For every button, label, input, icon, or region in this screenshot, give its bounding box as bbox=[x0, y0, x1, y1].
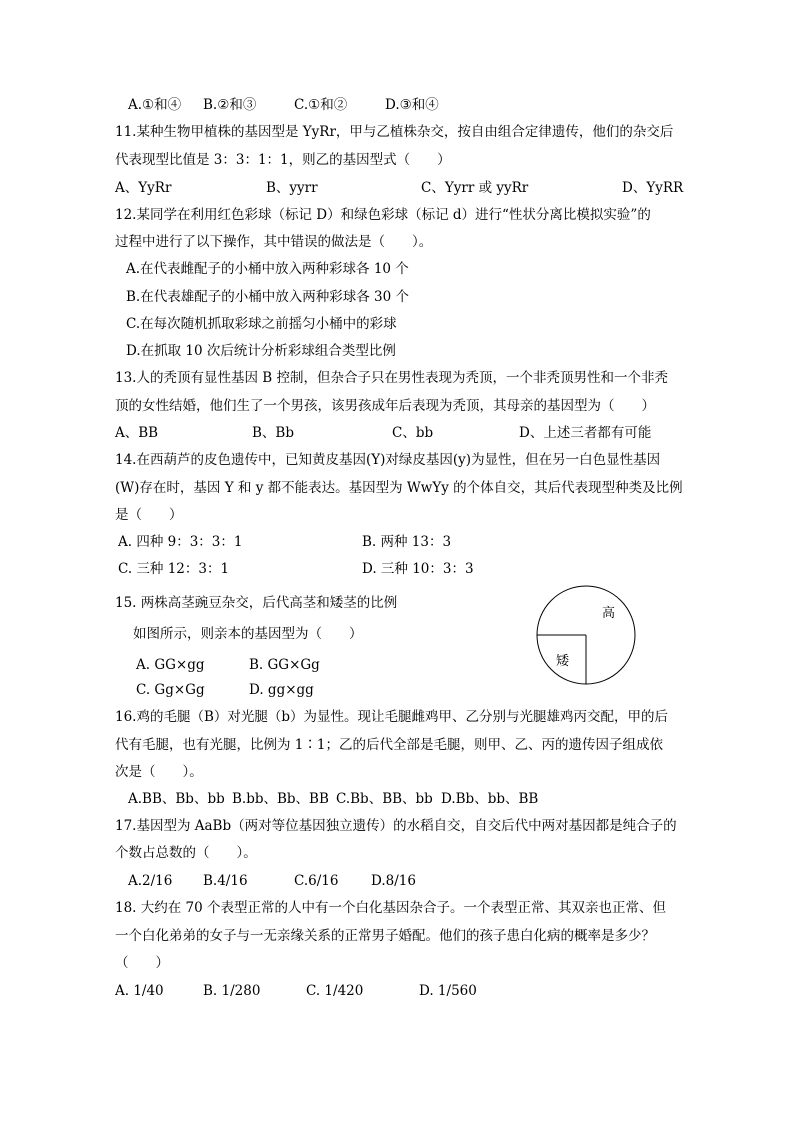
option-a: A、YyRr bbox=[115, 180, 172, 196]
q15-stem-line1: 15. 两株高茎豌豆杂交，后代高茎和矮茎的比例 bbox=[115, 595, 398, 611]
option-b: B. GG×Gg bbox=[249, 657, 320, 673]
option-c: C. Gg×Gg bbox=[136, 682, 205, 698]
option-a: A. 1/40 bbox=[115, 983, 164, 999]
option-a: A. GG×gg bbox=[136, 657, 205, 673]
q16-stem-line1: 16.鸡的毛腿（B）对光腿（b）为显性。现让毛腿雌鸡甲、乙分别与光腿雄鸡丙交配，甲的后 bbox=[115, 709, 669, 725]
option-a: A. 四种 9：3：3：1 bbox=[118, 534, 243, 550]
option-c: C、bb bbox=[392, 425, 434, 441]
option-b: B、yyrr bbox=[266, 180, 318, 196]
option-d: D、YyRR bbox=[622, 180, 684, 196]
q14-stem-line2: (W)存在时，基因 Y 和 y 都不能表达。基因型为 WwYy 的个体自交，其后代表现型种类及比例 bbox=[115, 480, 683, 496]
option-b: B.②和③ bbox=[203, 97, 257, 113]
option-a: A.①和④ bbox=[128, 97, 182, 113]
q14-stem-line3: 是（ ） bbox=[115, 507, 183, 523]
option-b: B.4/16 bbox=[203, 873, 248, 889]
q11-stem-line1: 11.某种生物甲植株的基因型是 YyRr，甲与乙植株杂交，按自由组合定律遗传，他们的杂交后 bbox=[115, 124, 674, 140]
option-a: A.2/16 bbox=[128, 873, 173, 889]
option-a: A.BB、Bb、bb bbox=[128, 791, 225, 807]
option-d: D.③和④ bbox=[385, 97, 439, 113]
q15-stem-line2: 如图所示，则亲本的基因型为（ ） bbox=[133, 626, 363, 642]
q18-stem-line1: 18. 大约在 70 个表型正常的人中有一个白化基因杂合子。一个表型正常、其双亲也正常、但 bbox=[115, 900, 667, 916]
option-b: B. 1/280 bbox=[203, 983, 261, 999]
option-d: D. 三种 10：3：3 bbox=[362, 561, 474, 577]
option-d: D. 1/560 bbox=[419, 983, 477, 999]
option-a: A、BB bbox=[115, 425, 159, 441]
option-d: D、上述三者都有可能 bbox=[519, 425, 652, 441]
option-d: D.Bb、bb、BB bbox=[441, 791, 539, 807]
q12-stem-line2: 过程中进行了以下操作，其中错误的做法是（ ）。 bbox=[115, 234, 433, 250]
q12-option-b: B.在代表雄配子的小桶中放入两种彩球各 30 个 bbox=[126, 289, 409, 305]
q12-option-c: C.在每次随机抓取彩球之前摇匀小桶中的彩球 bbox=[126, 316, 397, 332]
option-b: B. 两种 13：3 bbox=[362, 534, 452, 550]
option-d: D. gg×gg bbox=[249, 682, 314, 698]
option-b: B.bb、Bb、BB bbox=[232, 791, 329, 807]
option-c: C. 三种 12：3：1 bbox=[118, 561, 230, 577]
q16-stem-line2: 代有毛腿，也有光腿，比例为 1∶1；乙的后代全部是毛腿，则甲、乙、丙的遗传因子组成依 bbox=[115, 737, 663, 753]
option-b: B、Bb bbox=[252, 425, 294, 441]
q12-stem-line1: 12.某同学在利用红色彩球（标记 D）和绿色彩球（标记 d）进行“性状分离比模拟实验”的 bbox=[115, 207, 651, 223]
q11-stem-line2: 代表现型比值是 3：3：1：1，则乙的基因型式（ ） bbox=[115, 152, 451, 168]
q12-option-d: D.在抓取 10 次后统计分析彩球组合类型比例 bbox=[126, 343, 396, 359]
q13-stem-line1: 13.人的秃顶有显性基因 B 控制，但杂合子只在男性表现为秃顶，一个非秃顶男性和一个非秃 bbox=[115, 370, 668, 386]
option-c: C. 1/420 bbox=[306, 983, 364, 999]
q13-stem-line2: 顶的女性结婚，他们生了一个男孩，该男孩成年后表现为秃顶，其母亲的基因型为（ ） bbox=[115, 398, 655, 414]
pie-label-short: 矮 bbox=[556, 654, 570, 669]
q12-option-a: A.在代表雌配子的小桶中放入两种彩球各 10 个 bbox=[126, 261, 409, 277]
option-d: D.8/16 bbox=[371, 873, 416, 889]
q17-stem-line2: 个数占总数的（ ）。 bbox=[115, 845, 257, 861]
option-c: C.6/16 bbox=[294, 873, 339, 889]
q18-stem-line3: （ ） bbox=[115, 955, 169, 971]
q16-stem-line3: 次是（ ）。 bbox=[115, 764, 203, 780]
option-c: C.①和② bbox=[294, 97, 348, 113]
q17-stem-line1: 17.基因型为 AaBb（两对等位基因独立遗传）的水稻自交，自交后代中两对基因都是纯合子的 bbox=[115, 818, 677, 834]
pie-label-tall: 高 bbox=[602, 606, 616, 621]
option-c: C.Bb、BB、bb bbox=[336, 791, 433, 807]
option-c: C、Yyrr 或 yyRr bbox=[421, 180, 529, 196]
q18-stem-line2: 一个白化弟弟的女子与一无亲缘关系的正常男子婚配。他们的孩子患白化病的概率是多少？ bbox=[115, 928, 655, 944]
q15-pie-figure bbox=[534, 583, 638, 687]
q14-stem-line1: 14.在西葫芦的皮色遗传中，已知黄皮基因(Y)对绿皮基因(y)为显性，但在另一白色显性基因 bbox=[115, 452, 661, 468]
